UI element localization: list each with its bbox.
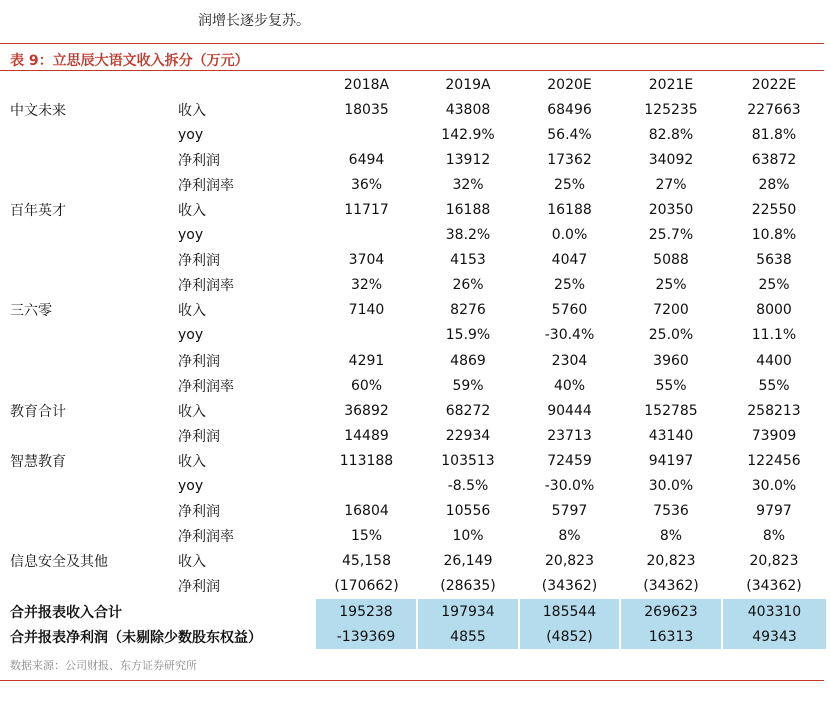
metric-label: 收入 (178, 453, 206, 470)
value-cell: 103513 (441, 452, 495, 469)
value-cell: 8% (558, 528, 581, 545)
value-cell: 5638 (756, 252, 792, 269)
cutoff-text-fragment (756, 0, 816, 5)
value-cell: (34362) (643, 578, 699, 595)
table-row (0, 273, 826, 298)
segment-name (0, 574, 178, 599)
year-header: 2018A (343, 76, 390, 93)
value-cell: 82.8% (648, 126, 694, 143)
metric-label: 收入 (178, 102, 206, 119)
segment-name (0, 524, 178, 549)
value-cell: 15.9% (445, 327, 491, 344)
cutoff-text-fragment (536, 0, 654, 5)
metric-label: yoy (178, 327, 204, 344)
segment-name (0, 172, 178, 197)
value-cell: 5760 (551, 302, 588, 319)
value-cell: 8000 (756, 302, 792, 319)
segment-name (0, 273, 178, 298)
value-cell: 4869 (450, 352, 486, 369)
value-cell: 22550 (751, 202, 797, 219)
value-cell: 16804 (344, 503, 389, 520)
table-header-row (0, 72, 826, 97)
value-cell: 9797 (756, 503, 792, 520)
metric-label: 净利润率 (178, 378, 234, 395)
value-cell: 72459 (547, 452, 592, 469)
value-cell: 25.7% (648, 227, 694, 244)
value-cell: 27% (655, 176, 687, 193)
segment-name: 智慧教育 (10, 453, 66, 470)
value-cell: 4047 (551, 252, 588, 269)
metric-label: yoy (178, 126, 204, 143)
value-cell: (170662) (334, 578, 399, 595)
total-label: 合并报表净利润（未剔除少数股东权益） (10, 629, 262, 646)
year-header: 2021E (648, 76, 694, 93)
total-row (0, 624, 826, 649)
segment-name (0, 147, 178, 172)
segment-name (0, 499, 178, 524)
value-cell: 122456 (747, 452, 801, 469)
value-cell: 4153 (450, 252, 486, 269)
value-cell: 11717 (344, 202, 389, 219)
total-row (0, 599, 826, 624)
value-cell: 7140 (348, 302, 385, 319)
value-cell: 63872 (751, 151, 797, 168)
value-cell (316, 122, 417, 147)
value-cell: 28% (758, 176, 790, 193)
value-cell: 40% (553, 377, 586, 394)
cutoff-text-fragment (396, 0, 436, 5)
segment-name: 信息安全及其他 (10, 554, 108, 571)
value-cell: 30.0% (751, 478, 797, 495)
value-cell: 10% (452, 528, 484, 545)
value-cell: 8% (659, 528, 683, 545)
value-cell: 60% (350, 377, 383, 394)
value-cell: 258213 (747, 402, 801, 419)
total-value-cell: 403310 (722, 599, 826, 624)
value-cell: 4400 (756, 352, 792, 369)
value-cell: 30.0% (648, 478, 694, 495)
value-cell: (34362) (746, 578, 802, 595)
metric-label: 净利润 (178, 504, 220, 521)
value-cell: 20350 (648, 202, 694, 219)
segment-name (0, 373, 178, 398)
table-title: 表 9：立思辰大语文收入拆分（万元） (10, 53, 249, 69)
table-row (0, 549, 826, 574)
table-row (0, 298, 826, 323)
value-cell: 56.4% (547, 126, 592, 143)
metric-label: 收入 (178, 403, 206, 420)
value-cell: 16188 (547, 202, 592, 219)
section-divider (0, 43, 824, 44)
metric-label: yoy (178, 227, 204, 244)
value-cell: 81.8% (751, 126, 797, 143)
value-cell: 5088 (653, 252, 689, 269)
value-cell: 13912 (445, 151, 491, 168)
value-cell: 23713 (547, 427, 592, 444)
metric-label: 净利润 (178, 253, 220, 270)
metric-label: 净利润 (178, 353, 220, 370)
value-cell: 152785 (644, 402, 698, 419)
segment-name: 三六零 (10, 303, 52, 320)
table-row (0, 147, 826, 172)
value-cell: 36% (350, 176, 383, 193)
footer-divider (0, 680, 824, 681)
value-cell: 73909 (751, 427, 797, 444)
value-cell: (28635) (440, 578, 496, 595)
metric-label: yoy (178, 478, 204, 495)
value-cell: 2304 (551, 352, 588, 369)
table-row (0, 448, 826, 473)
table-row (0, 122, 826, 147)
value-cell: 25% (553, 176, 586, 193)
table-row (0, 574, 826, 599)
value-cell: 227663 (747, 101, 801, 118)
paragraph-line-end: 润增长逐步复苏。 (198, 13, 310, 29)
value-cell: 38.2% (445, 227, 491, 244)
value-cell: 36892 (344, 402, 389, 419)
metric-label: 净利润 (178, 152, 220, 169)
value-cell: 26,149 (443, 553, 493, 570)
metric-label: 净利润率 (178, 278, 234, 295)
title-underline (0, 70, 824, 71)
value-cell: 0.0% (551, 227, 588, 244)
table-row (0, 197, 826, 222)
segment-name (0, 122, 178, 147)
value-cell: 34092 (648, 151, 694, 168)
value-cell: 7200 (653, 302, 689, 319)
segment-name: 教育合计 (10, 403, 66, 420)
value-cell (316, 474, 417, 499)
value-cell: 113188 (339, 452, 394, 469)
value-cell: 7536 (653, 503, 689, 520)
year-header: 2020E (547, 76, 592, 93)
value-cell (316, 223, 417, 248)
metric-label: 净利润率 (178, 177, 234, 194)
table-row (0, 373, 826, 398)
value-cell: 25% (655, 277, 687, 294)
table-row (0, 97, 826, 122)
total-value-cell: 16313 (620, 624, 722, 649)
value-cell: 20,823 (646, 553, 696, 570)
metric-label: 净利润 (178, 579, 220, 596)
value-cell: 11.1% (751, 327, 797, 344)
value-cell: 25% (553, 277, 586, 294)
value-cell: -30.0% (544, 478, 595, 495)
value-cell: 55% (758, 377, 790, 394)
table-row (0, 423, 826, 448)
table-row (0, 398, 826, 423)
segment-name (0, 248, 178, 273)
total-label: 合并报表收入合计 (10, 604, 122, 621)
total-value-cell: 49343 (722, 624, 826, 649)
table-row (0, 223, 826, 248)
metric-label: 净利润 (178, 428, 220, 445)
segment-name: 中文未来 (10, 102, 66, 119)
previous-page-fragment (0, 0, 830, 36)
value-cell: 15% (350, 528, 383, 545)
segment-name: 百年英才 (10, 203, 66, 220)
value-cell (316, 323, 417, 348)
value-cell: 5797 (551, 503, 588, 520)
table-row (0, 172, 826, 197)
segment-name (0, 423, 178, 448)
value-cell: 20,823 (749, 553, 799, 570)
value-cell: 45,158 (342, 553, 391, 570)
value-cell: 43140 (648, 427, 694, 444)
segment-name (0, 323, 178, 348)
cutoff-text-fragment (196, 0, 306, 5)
value-cell: 68496 (547, 101, 592, 118)
data-source-note: 数据来源：公司财报、东方证券研究所 (10, 659, 197, 672)
table-row (0, 499, 826, 524)
value-cell: 18035 (344, 101, 389, 118)
total-value-cell: 195238 (316, 599, 417, 624)
value-cell: 10.8% (751, 227, 797, 244)
value-cell: -30.4% (544, 327, 595, 344)
value-cell: (34362) (541, 578, 598, 595)
year-header: 2019A (445, 76, 491, 93)
total-value-cell: (4852) (519, 624, 620, 649)
segment-name (0, 348, 178, 373)
value-cell: 25.0% (648, 327, 694, 344)
revenue-breakdown-table (0, 72, 826, 649)
table-row (0, 524, 826, 549)
table-row (0, 323, 826, 348)
value-cell: 68272 (445, 402, 491, 419)
value-cell: 4291 (348, 352, 385, 369)
value-cell: 43808 (445, 101, 491, 118)
value-cell: 20,823 (545, 553, 594, 570)
value-cell: 3960 (653, 352, 689, 369)
value-cell: 125235 (644, 101, 698, 118)
value-cell: 3704 (348, 252, 385, 269)
value-cell: 6494 (348, 151, 385, 168)
value-cell: 55% (655, 377, 687, 394)
total-value-cell: 4855 (417, 624, 519, 649)
value-cell: 17362 (547, 151, 592, 168)
metric-label: 收入 (178, 554, 206, 571)
value-cell: 8276 (450, 302, 486, 319)
segment-name (0, 474, 178, 499)
table-row (0, 348, 826, 373)
metric-label: 净利润率 (178, 529, 234, 546)
total-value-cell: 197934 (417, 599, 519, 624)
value-cell: 22934 (445, 427, 491, 444)
table-row (0, 474, 826, 499)
year-header: 2022E (751, 76, 797, 93)
value-cell: -8.5% (447, 478, 489, 495)
value-cell: 26% (452, 277, 484, 294)
total-value-cell: -139369 (316, 624, 417, 649)
value-cell: 8% (762, 528, 786, 545)
value-cell: 25% (758, 277, 790, 294)
value-cell: 142.9% (441, 126, 495, 143)
value-cell: 90444 (547, 402, 592, 419)
value-cell: 59% (452, 377, 484, 394)
value-cell: 32% (452, 176, 484, 193)
metric-label: 收入 (178, 203, 206, 220)
value-cell: 94197 (648, 452, 694, 469)
value-cell: 32% (350, 277, 383, 294)
value-cell: 14489 (344, 427, 389, 444)
table-row (0, 248, 826, 273)
value-cell: 10556 (445, 503, 491, 520)
segment-name (0, 223, 178, 248)
total-value-cell: 269623 (620, 599, 722, 624)
value-cell: 16188 (445, 202, 491, 219)
total-value-cell: 185544 (519, 599, 620, 624)
metric-label: 收入 (178, 303, 206, 320)
